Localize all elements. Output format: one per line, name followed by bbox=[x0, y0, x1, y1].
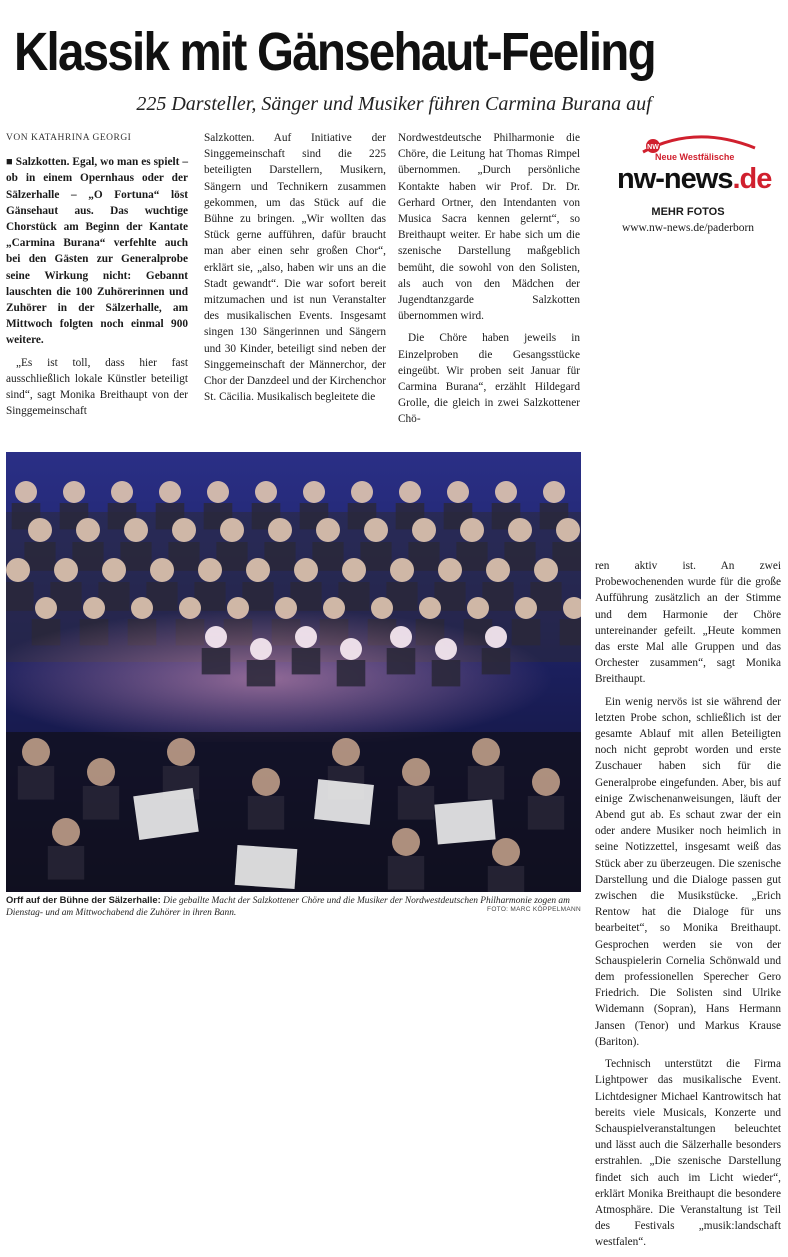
dancer-body bbox=[387, 648, 416, 674]
choir-singer bbox=[159, 481, 181, 503]
choir-singer bbox=[172, 518, 196, 542]
dancer-body bbox=[202, 648, 231, 674]
promo-url-link[interactable]: www.nw-news.de/paderborn bbox=[621, 222, 755, 234]
orchestra-musician bbox=[532, 768, 560, 796]
nw-news-promo[interactable] bbox=[595, 126, 781, 246]
headline: Klassik mit Gänsehaut-Feeling bbox=[14, 22, 655, 82]
orchestra-musician-body bbox=[83, 786, 119, 820]
nw-news-logo bbox=[595, 126, 781, 206]
dancer-body bbox=[337, 660, 366, 686]
orchestra-musician-body bbox=[48, 846, 84, 880]
dancer bbox=[435, 638, 457, 660]
choir-singer bbox=[303, 481, 325, 503]
choir-singer bbox=[198, 558, 222, 582]
choir-singer bbox=[54, 558, 78, 582]
orchestra-musician bbox=[22, 738, 50, 766]
caption-text: Die geballte Macht der Salzkottener Chöre und die Musiker der Nordwestdeutschen Philharmonie zogen am Dienstag- und am Mittwochabend die Zuhörer in ihren Bann. bbox=[6, 896, 570, 918]
paragraph: Salzkotten. Auf Initiative der Singgemeinschaft sind die 225 beteiligten Darstellern, Musikern, Sängern und Technikern zusammen gekommen, um das Stück auf die Bühne zu bringen. „Wir wollten das Stück gerne aufführen, dafür braucht man aber einen sehr großen Chor“, erklärt sie, „also, haben wir uns an die Stadt gewandt“. Die war sofort bereit mitzumachen und ist nun Veranstalter des musikalischen Events. Insgesamt singen 130 Sängerinnen und Sängern und 30 Kinder, beteiligt sind neben der Singgemeinschaft der Männerchor, der Chor der Danzdeel und der Kirchenchor St. Cäcilia. Musikalisch begleitete die bbox=[204, 132, 386, 404]
paragraph: ren aktiv ist. An zwei Probewochenenden wurde für die große Aufführung zusätzlich an der Stimme und dem Harmonie der Chöre untereinander gefeilt. „Heute kommen das erste Mal alle Gruppen und das Orchester zusammen“, sagt Monika Breithaupt. bbox=[595, 560, 781, 686]
bullet-square-icon: ■ bbox=[6, 156, 13, 169]
orchestra-musician-body bbox=[388, 856, 424, 890]
choir-singer bbox=[460, 518, 484, 542]
lead-text: Salzkotten. Egal, wo man es spielt – ob in einem Opernhaus oder der Sälzerhalle – „O Fortuna“ löst Gänsehaut aus. Das wuchtige Chorstück am Beginn der Kantate „Carmina Burana“ verfehlte auch bei den Gästen zur Generalprobe seine Wirkung nicht: Gebannt lauschten die 100 Zuhörerinnen und Zuhörer in der Sälzerhalle, am Mittwoch folgten noch einmal 900 weitere. bbox=[6, 156, 188, 347]
orchestra-musician bbox=[167, 738, 195, 766]
choir-orchestra-image bbox=[6, 452, 581, 892]
orchestra-musician bbox=[392, 828, 420, 856]
choir-singer bbox=[495, 481, 517, 503]
dancer bbox=[250, 638, 272, 660]
choir-singer bbox=[6, 558, 30, 582]
choir-singer bbox=[316, 518, 340, 542]
choir-singer bbox=[76, 518, 100, 542]
choir-singer bbox=[28, 518, 52, 542]
dancer-body bbox=[292, 648, 321, 674]
paragraph: Die Chöre haben jeweils in Einzelproben die Gesangsstücke eingeübt. Wir proben seit Januar für Carmina Burana“, erzählt Hildegard Grolle, die gleich in zwei Salzkottener Chö- bbox=[398, 332, 580, 426]
orchestra-musician-body bbox=[468, 766, 504, 800]
choir-singer bbox=[486, 558, 510, 582]
paragraph: Nordwestdeutsche Philharmonie die Chöre, die Leitung hat Thomas Rimpel übernommen. „Durch persönliche Kontakte haben wir Prof. Dr. Dr. Gerhard Ortner, den Intendanten von Musica Sacra kennen gelernt“, so Breithaupt weiter. Er habe sich um die szenische Darstellung maßgeblich bemüht, die sowohl von den Solisten, als auch von den Mädchen der Jugendtanzgarde Salzkotten übernommen wird. bbox=[398, 132, 580, 323]
paragraph: „Es ist toll, dass hier fast ausschließlich lokale Künstler beteiligt sind“, sagt Monika Breithaupt von der Singgemeinschaft bbox=[6, 356, 188, 418]
dancer bbox=[205, 626, 227, 648]
article-column-3 bbox=[398, 130, 580, 434]
choir-singer bbox=[447, 481, 469, 503]
subheadline: 225 Darsteller, Sänger und Musiker führen Carmina Burana auf bbox=[136, 93, 652, 115]
orchestra-musician bbox=[252, 768, 280, 796]
dancer bbox=[485, 626, 507, 648]
choir-singer bbox=[351, 481, 373, 503]
dancer bbox=[340, 638, 362, 660]
dancer-body bbox=[432, 660, 461, 686]
brand-main: nw-news.de bbox=[617, 163, 772, 195]
orchestra-musician-body bbox=[488, 866, 524, 892]
choir-singer bbox=[63, 481, 85, 503]
paragraph: Technisch unterstützt die Firma Lightpower das musikalische Event. Lichtdesigner Michael Kantrowitsch hat bereits viele Musicals, Konzerte und Schauspielveranstaltungen beleuchtet und lässt auch die Sälzerhalle besonders erstrahlen. „Die szenische Darstellung findet sich auch im Licht wieder“, erklärt Monika Breithaupt die besondere Atmosphäre. Die Veranstaltung ist Teil des Festivals „musik:landschaft westfalen“. bbox=[595, 1058, 781, 1249]
orchestra-musician bbox=[402, 758, 430, 786]
orchestra-musician-body bbox=[248, 796, 284, 830]
choir-singer bbox=[268, 518, 292, 542]
orchestra-musician bbox=[472, 738, 500, 766]
choir-singer bbox=[255, 481, 277, 503]
choir-singer bbox=[246, 558, 270, 582]
choir-singer bbox=[207, 481, 229, 503]
choir-singer bbox=[15, 481, 37, 503]
orchestra-musician bbox=[332, 738, 360, 766]
choir-singer bbox=[438, 558, 462, 582]
choir-singer bbox=[220, 518, 244, 542]
orchestra-musician bbox=[492, 838, 520, 866]
choir-singer bbox=[390, 558, 414, 582]
choir-singer bbox=[508, 518, 532, 542]
choir-singer bbox=[364, 518, 388, 542]
dancer bbox=[390, 626, 412, 648]
choir-singer bbox=[342, 558, 366, 582]
choir-singer bbox=[294, 558, 318, 582]
more-photos-label: MEHR FOTOS bbox=[651, 206, 725, 218]
orchestra-musician-body bbox=[528, 796, 564, 830]
choir-singer bbox=[534, 558, 558, 582]
orchestra-musician bbox=[52, 818, 80, 846]
author-byline: VON KATAHRINA GEORGI bbox=[6, 133, 132, 143]
article-column-1 bbox=[6, 130, 188, 425]
orchestra-musician-body bbox=[18, 766, 54, 800]
article-column-2 bbox=[204, 130, 386, 411]
lead-paragraph bbox=[6, 154, 188, 348]
paragraph: Ein wenig nervös ist sie während der letzten Probe schon, schließlich ist der gesamte Ablauf mit allen Beteiligten noch nicht geprobt worden und erste Zuschauer haben sich für die Generalprobe eingefunden. Aber, bis auf einige Zwischenanweisungen, läuft der Abend gut ab. Es schaut zwar der ein oder andere Musiker noch heimlich in seine Notizzettel, insgesamt weiß das Stück aber zu überzeugen. Die szenische Darstellung und die Dialoge passen gut zwischen die Musikstücke. „Erich Rentow hat die Dialoge für uns bearbeitet“, so Monika Breithaupt. Gesprochen werden sie von der Schauspielerin Cornelia Schönwald und dem professionellen Sperecher Gero Friedrich. Die Solisten sind Ulrike Widemann (Sopran), Hans Hermann Jansen (Tenor) und Markus Krause (Bariton). bbox=[595, 695, 781, 1048]
choir-singer bbox=[102, 558, 126, 582]
choir-singer bbox=[412, 518, 436, 542]
article-column-4 bbox=[595, 558, 781, 1257]
orchestra-musician bbox=[87, 758, 115, 786]
badge-text: NW bbox=[647, 144, 659, 151]
dancer bbox=[295, 626, 317, 648]
choir-singer bbox=[399, 481, 421, 503]
brand-small: Neue Westfälische bbox=[655, 152, 735, 162]
orchestra-musician-body bbox=[398, 786, 434, 820]
choir-singer bbox=[150, 558, 174, 582]
dancer-body bbox=[247, 660, 276, 686]
choir-singer bbox=[124, 518, 148, 542]
choir-singer bbox=[111, 481, 133, 503]
concert-photo bbox=[6, 452, 581, 892]
choir-singer bbox=[543, 481, 565, 503]
photo-credit: FOTO: MARC KÖPPELMANN bbox=[487, 906, 581, 913]
dancer-body bbox=[482, 648, 511, 674]
choir-singer bbox=[556, 518, 580, 542]
caption-label: Orff auf der Bühne der Sälzerhalle: bbox=[6, 894, 161, 905]
